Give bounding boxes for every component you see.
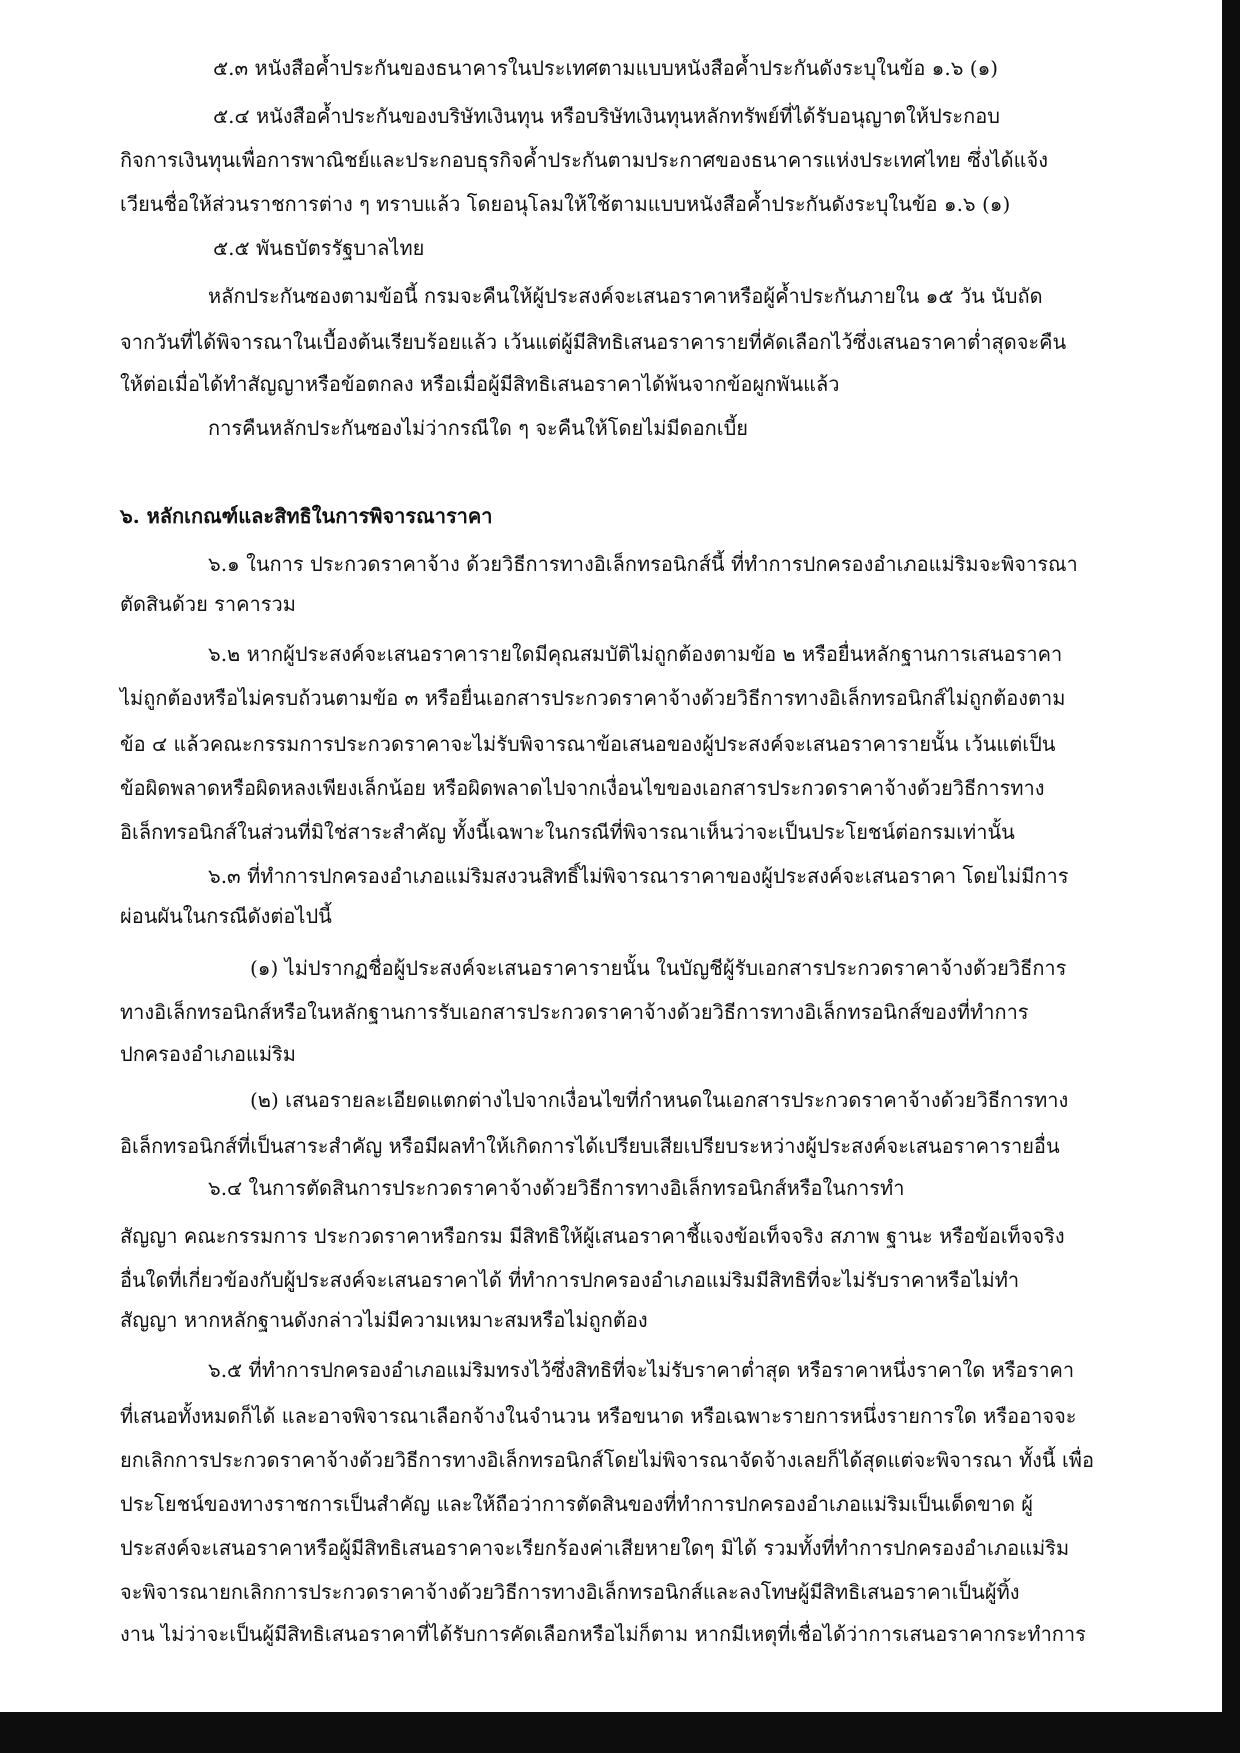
text-line: กิจการเงินทุนเพื่อการพาณิชย์และประกอบธุรกิจค้ำประกันตามประกาศของธนาคารแห่งประเทศไทย ซึ่งได้แจ้ง [120, 148, 1048, 172]
text-line: สัญญา คณะกรรมการ ประกวดราคาหรือกรม มีสิทธิให้ผู้เสนอราคาชี้แจงข้อเท็จจริง สภาพ ฐานะ หรือข้อเท็จจริง [120, 1224, 1065, 1248]
text-line: ให้ต่อเมื่อได้ทำสัญญาหรือข้อตกลง หรือเมื่อผู้มีสิทธิเสนอราคาได้พ้นจากข้อผูกพันแล้ว [120, 372, 840, 396]
text-line: ประสงค์จะเสนอราคาหรือผู้มีสิทธิเสนอราคาจะเรียกร้องค่าเสียหายใดๆ มิได้ รวมทั้งที่ทำการปกครองอำเภอแม่ริม [120, 1536, 1070, 1560]
text-line: สัญญา หากหลักฐานดังกล่าวไม่มีความเหมาะสมหรือไม่ถูกต้อง [120, 1308, 648, 1332]
text-line: งาน ไม่ว่าจะเป็นผู้มีสิทธิเสนอราคาที่ได้รับการคัดเลือกหรือไม่ก็ตาม หากมีเหตุที่เชื่อได้ว่าการเสนอราคากระทำการ [120, 1622, 1086, 1646]
text-line: การคืนหลักประกันซองไม่ว่ากรณีใด ๆ จะคืนให้โดยไม่มีดอกเบี้ย [208, 416, 749, 440]
text-line: ปกครองอำเภอแม่ริม [120, 1042, 296, 1066]
scan-border-bottom [0, 1712, 1240, 1753]
text-line: ที่เสนอทั้งหมดก็ได้ และอาจพิจารณาเลือกจ้างในจำนวน หรือขนาด หรือเฉพาะรายการหนึ่งรายการใด หรืออาจจะ [120, 1404, 1077, 1428]
text-line: ๕.๓ หนังสือค้ำประกันของธนาคารในประเทศตามแบบหนังสือค้ำประกันดังระบุในข้อ ๑.๖ (๑) [213, 56, 999, 80]
text-line: เวียนชื่อให้ส่วนราชการต่าง ๆ ทราบแล้ว โดยอนุโลมให้ใช้ตามแบบหนังสือค้ำประกันดังระบุในข้อ ๑.๖ (๑) [120, 192, 1011, 216]
text-line: ผ่อนผันในกรณีดังต่อไปนี้ [120, 904, 332, 928]
scan-border-right [1222, 0, 1240, 1753]
text-line: ทางอิเล็กทรอนิกส์หรือในหลักฐานการรับเอกสารประกวดราคาจ้างด้วยวิธีการทางอิเล็กทรอนิกส์ของที่ทำการ [120, 1000, 1029, 1024]
text-line: (๒) เสนอรายละเอียดแตกต่างไปจากเงื่อนไขที่กำหนดในเอกสารประกวดราคาจ้างด้วยวิธีการทาง [250, 1088, 1069, 1112]
text-line: ไม่ถูกต้องหรือไม่ครบถ้วนตามข้อ ๓ หรือยื่นเอกสารประกวดราคาจ้างด้วยวิธีการทางอิเล็กทรอนิกส์ไม่ถูกต้องตาม [120, 686, 1066, 710]
text-line: จากวันที่ได้พิจารณาในเบื้องต้นเรียบร้อยแล้ว เว้นแต่ผู้มีสิทธิเสนอราคารายที่คัดเลือกไว้ซึ่งเสนอราคาต่ำสุดจะคืน [120, 330, 1067, 354]
text-line: ๖.๒ หากผู้ประสงค์จะเสนอราคารายใดมีคุณสมบัติไม่ถูกต้องตามข้อ ๒ หรือยื่นหลักฐานการเสนอราคา [208, 642, 1063, 666]
text-line: ๕.๕ พันธบัตรรัฐบาลไทย [213, 236, 425, 260]
text-line: จะพิจารณายกเลิกการประกวดราคาจ้างด้วยวิธีการทางอิเล็กทรอนิกส์และลงโทษผู้มีสิทธิเสนอราคาเป็นผู้ทิ้ง [120, 1580, 1020, 1604]
text-line: อิเล็กทรอนิกส์ในส่วนที่มิใช่สาระสำคัญ ทั้งนี้เฉพาะในกรณีที่พิจารณาเห็นว่าจะเป็นประโยชน์ต่อกรมเท่านั้น [120, 820, 1015, 844]
text-line: อื่นใดที่เกี่ยวข้องกับผู้ประสงค์จะเสนอราคาได้ ที่ทำการปกครองอำเภอแม่ริมมีสิทธิที่จะไม่รับราคาหรือไม่ทำ [120, 1268, 1020, 1292]
text-line: หลักประกันซองตามข้อนี้ กรมจะคืนให้ผู้ประสงค์จะเสนอราคาหรือผู้ค้ำประกันภายใน ๑๕ วัน นับถัด [208, 284, 1043, 308]
text-line: ๖.๓ ที่ทำการปกครองอำเภอแม่ริมสงวนสิทธิ์ไม่พิจารณาราคาของผู้ประสงค์จะเสนอราคา โดยไม่มีการ [208, 864, 1069, 888]
text-line: ข้อ ๔ แล้วคณะกรรมการประกวดราคาจะไม่รับพิจารณาข้อเสนอของผู้ประสงค์จะเสนอราคารายนั้น เว้นแต่เป็น [120, 732, 1056, 756]
text-line: (๑) ไม่ปรากฏชื่อผู้ประสงค์จะเสนอราคารายนั้น ในบัญชีผู้รับเอกสารประกวดราคาจ้างด้วยวิธีการ [250, 956, 1067, 980]
section-heading: ๖. หลักเกณฑ์และสิทธิในการพิจารณาราคา [120, 504, 493, 528]
text-line: ๕.๔ หนังสือค้ำประกันของบริษัทเงินทุน หรือบริษัทเงินทุนหลักทรัพย์ที่ได้รับอนุญาตให้ประกอบ [213, 104, 1000, 128]
text-line: ๖.๔ ในการตัดสินการประกวดราคาจ้างด้วยวิธีการทางอิเล็กทรอนิกส์หรือในการทำ [208, 1176, 905, 1200]
text-line: ๖.๑ ในการ ประกวดราคาจ้าง ด้วยวิธีการทางอิเล็กทรอนิกส์นี้ ที่ทำการปกครองอำเภอแม่ริมจะพิจารณา [208, 552, 1078, 576]
text-line: ตัดสินด้วย ราคารวม [120, 592, 296, 616]
text-line: อิเล็กทรอนิกส์ที่เป็นสาระสำคัญ หรือมีผลทำให้เกิดการได้เปรียบเสียเปรียบระหว่างผู้ประสงค์จะเสนอราคารายอื่น [120, 1134, 1060, 1158]
text-line: ประโยชน์ของทางราชการเป็นสำคัญ และให้ถือว่าการตัดสินของที่ทำการปกครองอำเภอแม่ริมเป็นเด็ดขาด ผู้ [120, 1492, 1034, 1516]
text-line: ๖.๕ ที่ทำการปกครองอำเภอแม่ริมทรงไว้ซึ่งสิทธิที่จะไม่รับราคาต่ำสุด หรือราคาหนึ่งราคาใด หรือราคา [208, 1358, 1075, 1382]
text-line: ยกเลิกการประกวดราคาจ้างด้วยวิธีการทางอิเล็กทรอนิกส์โดยไม่พิจารณาจัดจ้างเลยก็ได้สุดแต่จะพิจารณา ทั้งนี้ เพื่อ [120, 1448, 1094, 1472]
text-line: ข้อผิดพลาดหรือผิดหลงเพียงเล็กน้อย หรือผิดพลาดไปจากเงื่อนไขของเอกสารประกวดราคาจ้างด้วยวิธีการทาง [120, 776, 1045, 800]
